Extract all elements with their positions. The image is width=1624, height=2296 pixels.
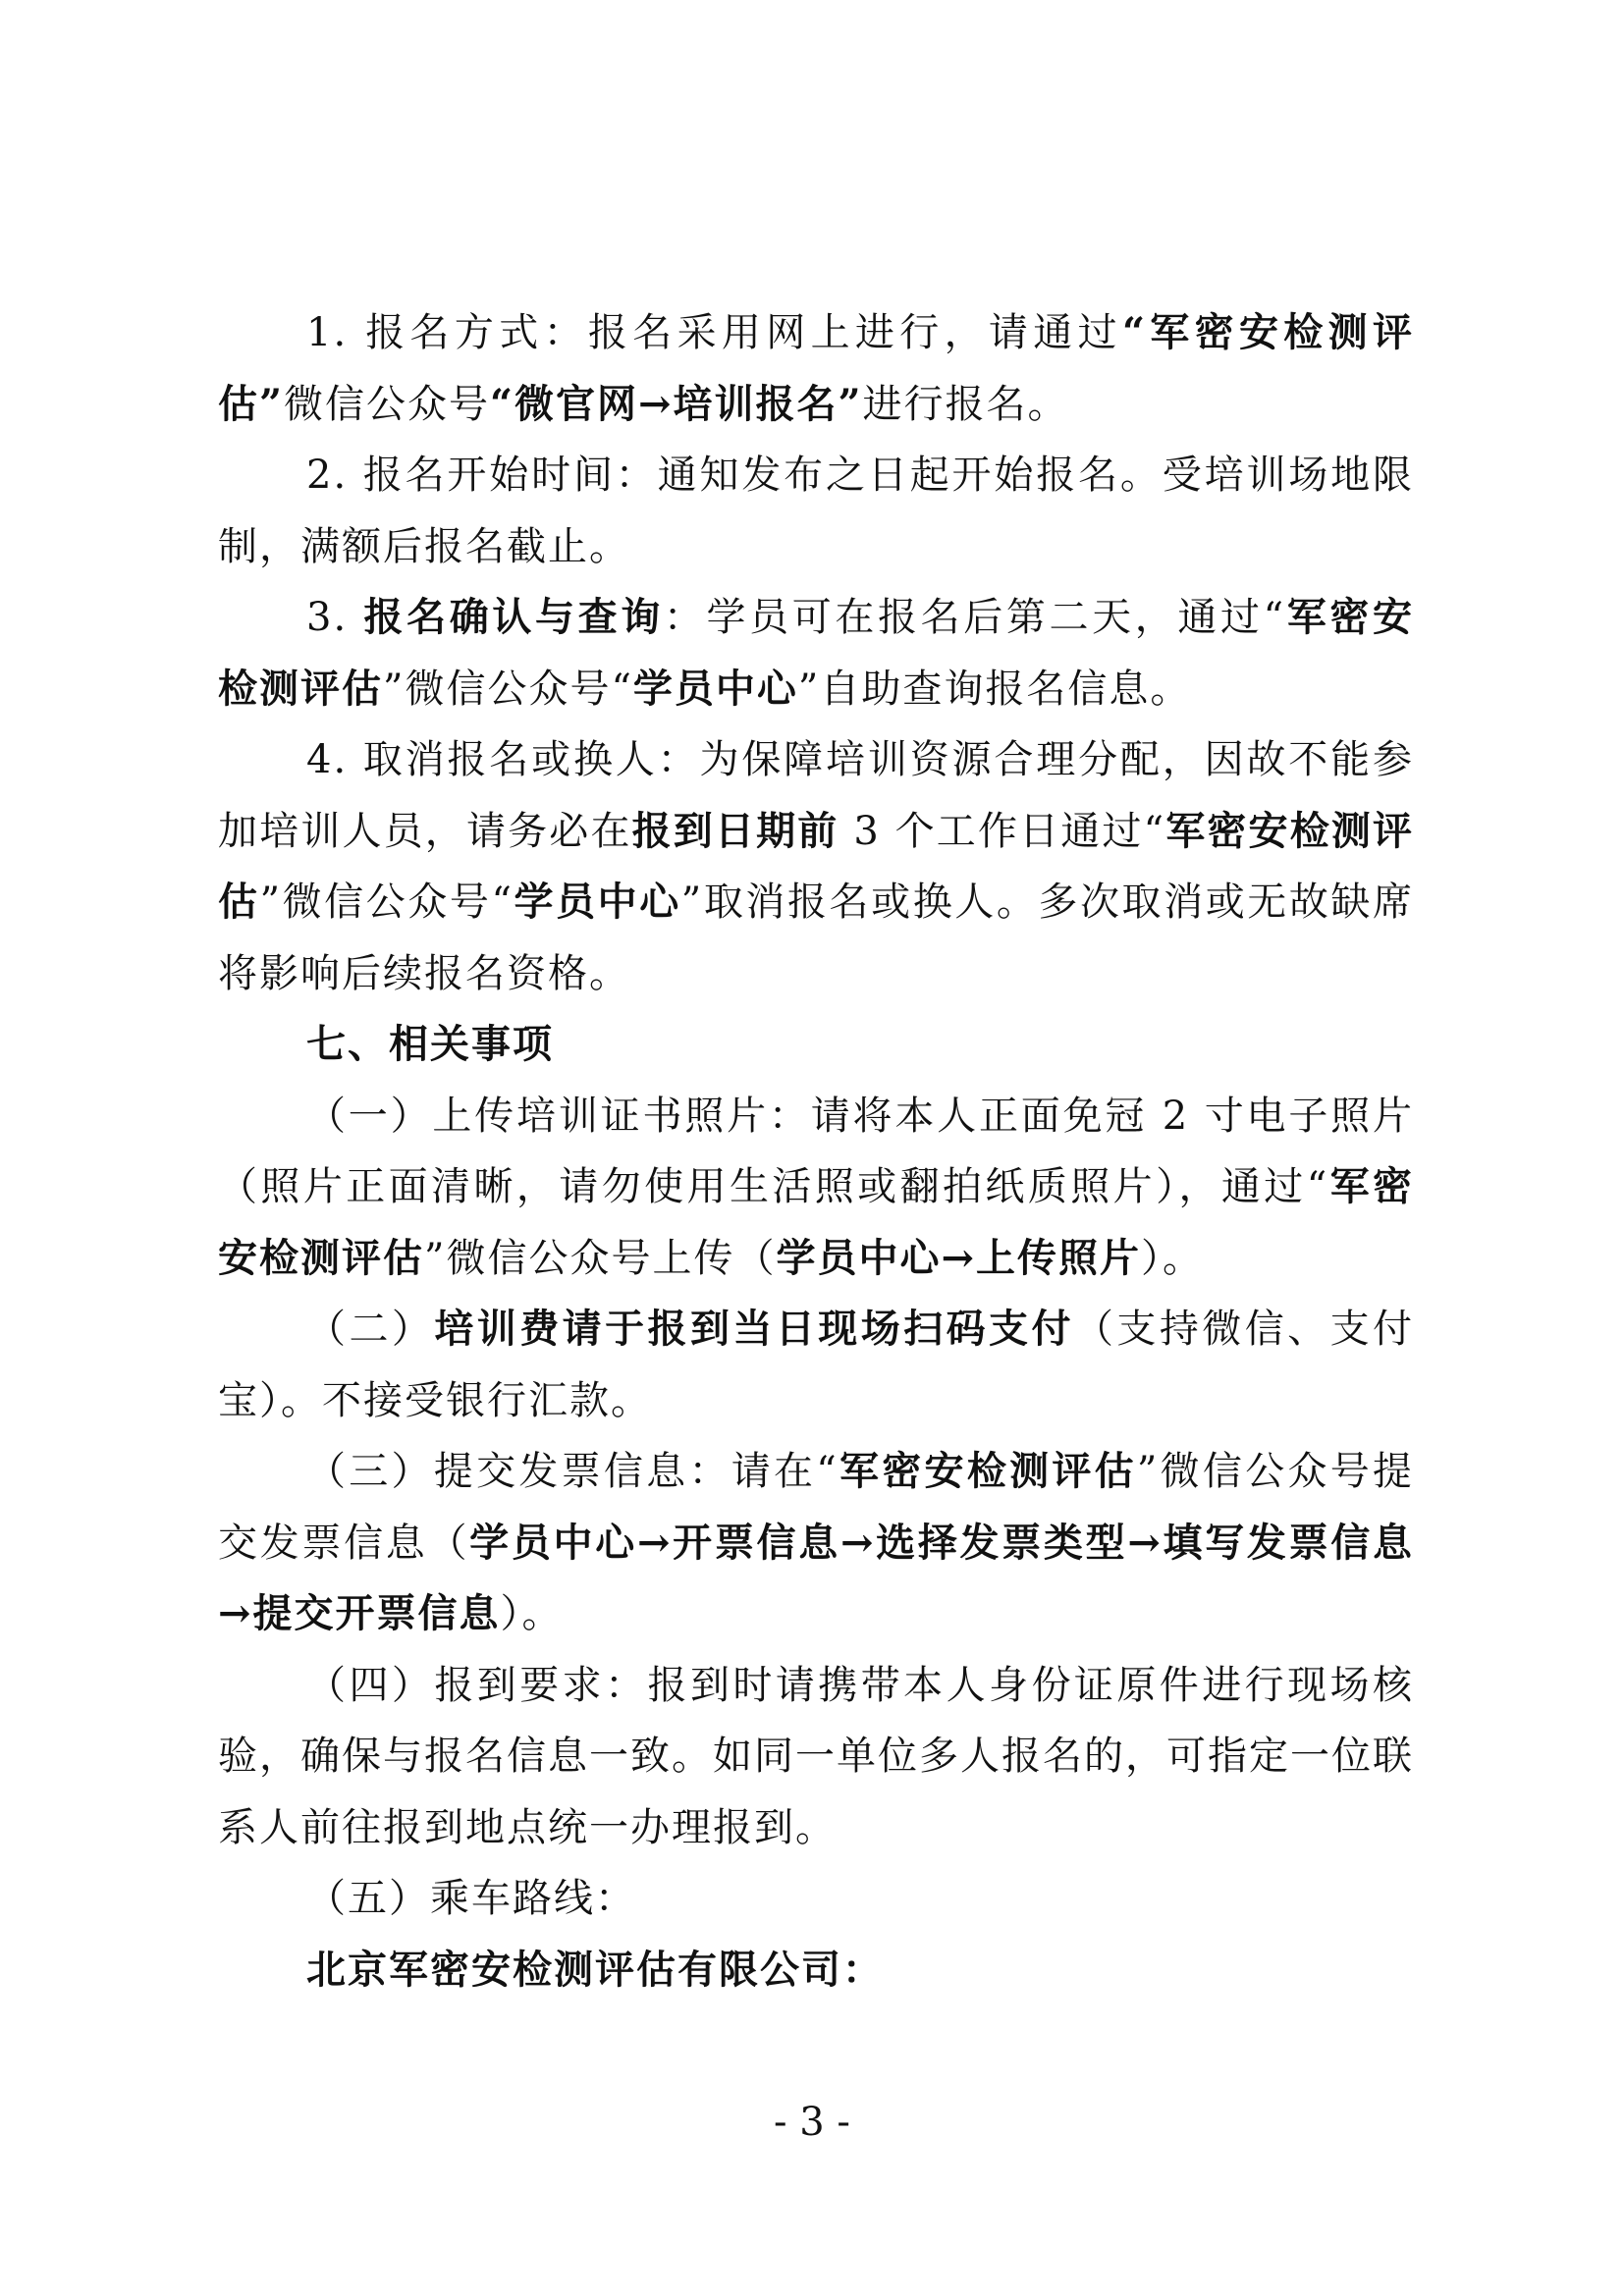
paragraph-3-segment-4: 军密安检测评估 — [218, 594, 1415, 712]
paragraph-5-segment-1: 七、相关事项 — [306, 1021, 554, 1067]
paragraph-6 — [218, 1081, 1414, 1295]
paragraph-4-segment-1: 4. 取消报名或换人：为保障培训资源合理分配，因故不能参加培训人员，请务必在 — [218, 737, 1414, 854]
document-body — [218, 297, 1414, 2005]
paragraph-3-segment-2: 报名确认与查询 — [363, 594, 664, 640]
paragraph-3-segment-6: 学员中心 — [632, 665, 798, 712]
paragraph-2-segment-1: 2. 报名开始时间：通知发布之日起开始报名。受培训场地限制，满额后报名截止。 — [218, 453, 1414, 569]
paragraph-2 — [218, 440, 1414, 582]
paragraph-7-segment-3: （支持微信、支付宝）。不接受银行汇款。 — [218, 1307, 1415, 1423]
paragraph-8-segment-5: ）。 — [500, 1591, 564, 1636]
paragraph-3-segment-7: ”自助查询报名信息。 — [797, 666, 1192, 712]
paragraph-8-segment-4: 学员中心→开票信息→选择发票类型→填写发票信息→提交开票信息 — [218, 1519, 1415, 1636]
paragraph-8-segment-2: 军密安检测评估 — [838, 1448, 1137, 1494]
paragraph-1-segment-2: “军密安检测评估” — [218, 309, 1414, 427]
paragraph-1-segment-1: 1. 报名方式：报名采用网上进行，请通过 — [306, 310, 1122, 355]
paragraph-4-segment-6: 学员中心 — [513, 879, 681, 925]
paragraph-1 — [218, 297, 1414, 440]
paragraph-8-segment-3: ”微信公众号提交发票信息（ — [218, 1449, 1415, 1566]
paragraph-1-segment-5: 进行报名。 — [862, 381, 1069, 427]
paragraph-4-segment-7: ”取消报名或换人。多次取消或无故缺席将影响后续报名资格。 — [218, 880, 1415, 996]
paragraph-3 — [218, 582, 1414, 724]
paragraph-4 — [218, 724, 1414, 1009]
paragraph-4-segment-4: 军密安检测评估 — [218, 807, 1415, 925]
paragraph-11 — [218, 1935, 1414, 2006]
paragraph-6-segment-1: （一）上传培训证书照片：请将本人正面免冠 2 寸电子照片（照片正面清晰，请勿使用生活照或翻拍纸质照片），通过“ — [218, 1093, 1414, 1209]
paragraph-10-segment-1: （五）乘车路线： — [306, 1876, 636, 1921]
paragraph-6-segment-3: ”微信公众号上传（ — [424, 1235, 777, 1281]
paragraph-7 — [218, 1294, 1414, 1436]
paragraph-4-segment-2: 报到日期前 — [631, 807, 839, 854]
page-footer — [0, 2099, 1624, 2146]
paragraph-5 — [218, 1009, 1414, 1081]
paragraph-9-segment-1: （四）报到要求：报到时请携带本人身份证原件进行现场核验，确保与报名信息一致。如同一单位多人报名的，可指定一位联系人前往报到地点统一办理报到。 — [218, 1662, 1414, 1850]
paragraph-6-segment-5: ）。 — [1140, 1235, 1204, 1281]
paragraph-3-segment-1: 3. — [306, 595, 364, 640]
paragraph-6-segment-2: 军密安检测评估 — [218, 1163, 1414, 1281]
paragraph-9 — [218, 1650, 1414, 1864]
paragraph-7-segment-1: （二） — [306, 1307, 435, 1352]
paragraph-1-segment-4: “微官网→培训报名” — [490, 380, 863, 427]
paragraph-4-segment-5: ”微信公众号“ — [259, 880, 514, 925]
paragraph-6-segment-4: 学员中心→上传照片 — [776, 1234, 1141, 1281]
paragraph-11-segment-1: 北京军密安检测评估有限公司： — [306, 1946, 884, 1993]
paragraph-10 — [218, 1863, 1414, 1935]
paragraph-8 — [218, 1436, 1414, 1650]
paragraph-3-segment-3: ：学员可在报名后第二天，通过“ — [663, 595, 1286, 640]
paragraph-4-segment-3: 3 个工作日通过“ — [839, 808, 1166, 854]
paragraph-8-segment-1: （三）提交发票信息：请在“ — [306, 1449, 839, 1494]
paragraph-3-segment-5: ”微信公众号“ — [383, 666, 633, 712]
paragraph-1-segment-3: 微信公众号 — [284, 381, 491, 427]
paragraph-7-segment-2: 培训费请于报到当日现场扫码支付 — [434, 1306, 1074, 1352]
page-number: - 3 - — [774, 2100, 850, 2145]
